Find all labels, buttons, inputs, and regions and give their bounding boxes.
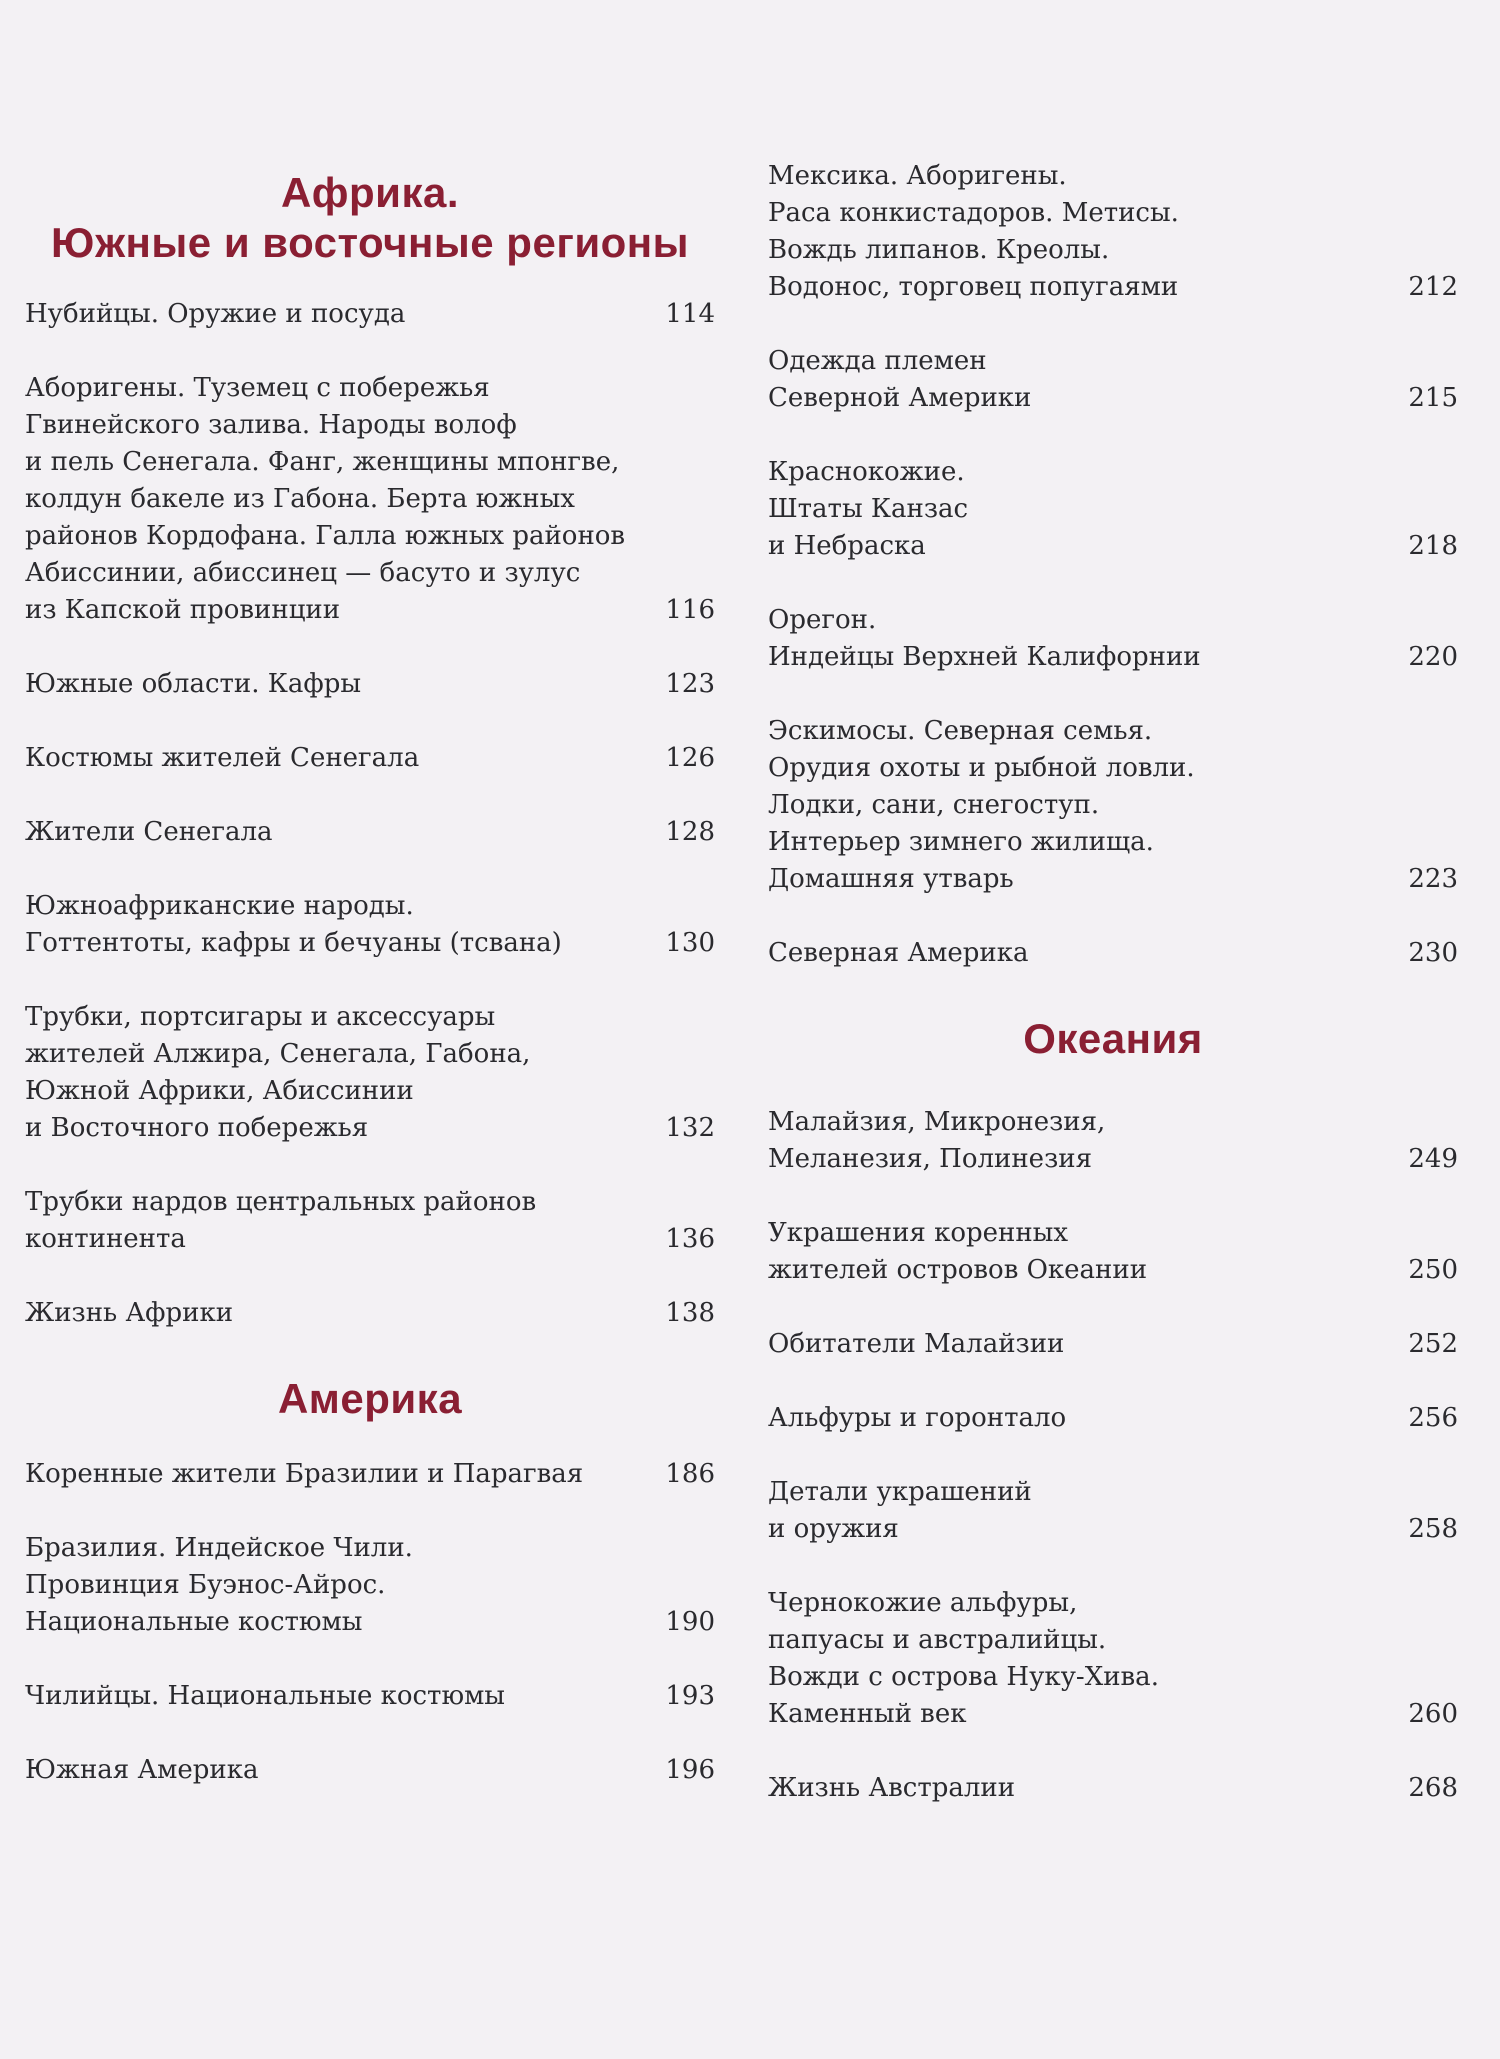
entry-page-number: 128 xyxy=(665,817,715,847)
toc-entry xyxy=(25,1456,715,1493)
toc-entry xyxy=(25,1184,715,1258)
entry-page-number: 132 xyxy=(665,1113,715,1143)
section-heading-oceania: Океания xyxy=(1023,1015,1203,1062)
toc-entry xyxy=(768,1770,1458,1807)
right-column xyxy=(768,158,1458,1844)
entry-title: Нубийцы. Оружие и посуда xyxy=(25,299,406,329)
section-heading-africa-line2: Южные и восточные регионы xyxy=(50,219,690,266)
entry-title: Малайзия, Микронезия, Меланезия, Полинезия xyxy=(768,1107,1106,1174)
entry-page-number: 193 xyxy=(665,1681,715,1711)
section-heading-america: Америка xyxy=(277,1375,463,1422)
entry-title: Южная Америка xyxy=(25,1755,259,1785)
entry-page-number: 196 xyxy=(665,1755,715,1785)
entry-page-number: 268 xyxy=(1408,1773,1458,1803)
entry-title: Жизнь Австралии xyxy=(768,1773,1016,1803)
toc-entry xyxy=(25,888,715,962)
entry-page-number: 186 xyxy=(665,1459,715,1489)
toc-entry xyxy=(768,602,1458,676)
toc-entry xyxy=(768,158,1458,306)
entry-page-number: 218 xyxy=(1408,531,1458,561)
entry-title: Аборигены. Туземец с побережья Гвинейского залива. Народы волоф и пель Сенегала. Фанг, женщины мпонгве, колдун бакеле из Габона. Берта южных районов Кордофана. Галла южных районов Абиссинии, абиссинец — басуто и зулус из Капской провинции xyxy=(25,373,626,625)
entry-page-number: 220 xyxy=(1408,642,1458,672)
toc-entry xyxy=(25,1678,715,1715)
entry-page-number: 130 xyxy=(665,928,715,958)
entry-page-number: 250 xyxy=(1408,1255,1458,1285)
entry-page-number: 116 xyxy=(665,595,715,625)
toc-entry xyxy=(768,935,1458,972)
toc-entry xyxy=(25,740,715,777)
entry-title: Детали украшений и оружия xyxy=(768,1477,1032,1544)
toc-entry xyxy=(25,1295,715,1332)
entry-page-number: 252 xyxy=(1408,1329,1458,1359)
entry-title: Украшения коренных жителей островов Океании xyxy=(768,1218,1148,1285)
entry-page-number: 215 xyxy=(1408,383,1458,413)
entry-page-number: 126 xyxy=(665,743,715,773)
entry-title: Костюмы жителей Сенегала xyxy=(25,743,420,773)
toc-entry xyxy=(25,814,715,851)
entry-title: Северная Америка xyxy=(768,938,1029,968)
entry-title: Южноафриканские народы. Готтентоты, кафры и бечуаны (тсвана) xyxy=(25,891,562,958)
entry-page-number: 138 xyxy=(665,1298,715,1328)
toc-entry xyxy=(768,1104,1458,1178)
entry-title: Чернокожие альфуры, папуасы и австралийцы. Вожди с острова Нуку-Хива. Каменный век xyxy=(768,1588,1159,1729)
entry-title: Чилийцы. Национальные костюмы xyxy=(25,1681,505,1711)
toc-entry xyxy=(25,296,715,333)
africa-entries xyxy=(25,296,715,1332)
entry-title: Коренные жители Бразилии и Парагвая xyxy=(25,1459,584,1489)
toc-entry xyxy=(768,454,1458,565)
entry-title: Бразилия. Индейское Чили. Провинция Буэнос-Айрос. Национальные костюмы xyxy=(25,1533,413,1637)
entry-title: Трубки, портсигары и аксессуары жителей Алжира, Сенегала, Габона, Южной Африки, Абиссинии и Восточного побережья xyxy=(25,1002,531,1143)
toc-entry xyxy=(25,999,715,1147)
toc-entry xyxy=(768,343,1458,417)
section-heading-africa-line1: Африка. xyxy=(280,169,460,216)
entry-title: Жизнь Африки xyxy=(25,1298,234,1328)
entry-page-number: 260 xyxy=(1408,1699,1458,1729)
entry-page-number: 190 xyxy=(665,1607,715,1637)
toc-entry xyxy=(768,1585,1458,1733)
left-column xyxy=(25,150,715,1826)
entry-page-number: 114 xyxy=(665,299,715,329)
entry-title: Эскимосы. Северная семья. Орудия охоты и рыбной ловли. Лодки, сани, снегоступ. Интерьер зимнего жилища. Домашняя утварь xyxy=(768,716,1195,894)
america-entries-left xyxy=(25,1456,715,1789)
entry-title: Одежда племен Северной Америки xyxy=(768,346,1032,413)
toc-entry xyxy=(768,713,1458,898)
toc-entry xyxy=(25,666,715,703)
toc-entry xyxy=(768,1326,1458,1363)
entry-title: Трубки нардов центральных районов континента xyxy=(25,1187,537,1254)
entry-page-number: 123 xyxy=(665,669,715,699)
entry-page-number: 230 xyxy=(1408,938,1458,968)
entry-title: Альфуры и горонтало xyxy=(768,1403,1067,1433)
entry-page-number: 212 xyxy=(1408,272,1458,302)
america-entries-right xyxy=(768,158,1458,972)
entry-title: Обитатели Малайзии xyxy=(768,1329,1065,1359)
toc-entry xyxy=(768,1400,1458,1437)
entry-page-number: 249 xyxy=(1408,1144,1458,1174)
toc-entry xyxy=(25,370,715,629)
entry-title: Орегон. Индейцы Верхней Калифорнии xyxy=(768,605,1201,672)
entry-title: Южные области. Кафры xyxy=(25,669,362,699)
oceania-entries xyxy=(768,1104,1458,1807)
toc-entry xyxy=(25,1530,715,1641)
entry-page-number: 223 xyxy=(1408,864,1458,894)
entry-title: Жители Сенегала xyxy=(25,817,273,847)
entry-page-number: 258 xyxy=(1408,1514,1458,1544)
entry-page-number: 136 xyxy=(665,1224,715,1254)
toc-entry xyxy=(25,1752,715,1789)
entry-title: Мексика. Аборигены. Раса конкистадоров. Метисы. Вождь липанов. Креолы. Водонос, торговец попугаями xyxy=(768,161,1179,302)
entry-title: Краснокожие. Штаты Канзас и Небраска xyxy=(768,457,969,561)
toc-entry xyxy=(768,1215,1458,1289)
entry-page-number: 256 xyxy=(1408,1403,1458,1433)
toc-entry xyxy=(768,1474,1458,1548)
